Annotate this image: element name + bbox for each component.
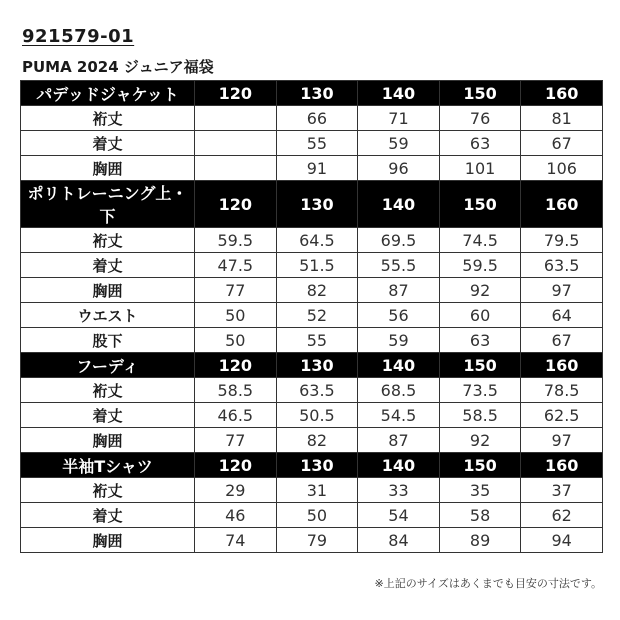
size-header: 130 (276, 81, 358, 106)
measurement-value: 50 (276, 503, 358, 528)
measurement-value: 78.5 (521, 378, 603, 403)
size-header: 160 (521, 81, 603, 106)
measurement-value: 55.5 (358, 253, 440, 278)
size-header: 140 (358, 81, 440, 106)
measurement-value: 58 (439, 503, 521, 528)
measurement-row (21, 528, 603, 553)
measurement-value: 92 (439, 428, 521, 453)
measurement-row (21, 428, 603, 453)
section-title: フーディ (21, 353, 195, 378)
size-header: 150 (439, 353, 521, 378)
measurement-value: 79.5 (521, 228, 603, 253)
measurement-value: 63.5 (276, 378, 358, 403)
measurement-value: 50.5 (276, 403, 358, 428)
measurement-value: 52 (276, 303, 358, 328)
measurement-value: 97 (521, 428, 603, 453)
measurement-value: 51.5 (276, 253, 358, 278)
measurement-value: 73.5 (439, 378, 521, 403)
footnote: ※上記のサイズはあくまでも目安の寸法です。 (374, 577, 602, 590)
measurement-row (21, 278, 603, 303)
measurement-value: 82 (276, 278, 358, 303)
section-title: 半袖Tシャツ (21, 453, 195, 478)
measurement-value: 54.5 (358, 403, 440, 428)
measurement-value: 96 (358, 156, 440, 181)
measurement-value: 33 (358, 478, 440, 503)
measurement-label: 裄丈 (21, 106, 195, 131)
measurement-label: 裄丈 (21, 378, 195, 403)
measurement-value: 81 (521, 106, 603, 131)
measurement-value: 64 (521, 303, 603, 328)
measurement-value: 58.5 (439, 403, 521, 428)
measurement-label: ウエスト (21, 303, 195, 328)
measurement-row (21, 106, 603, 131)
measurement-value: 29 (195, 478, 277, 503)
measurement-value: 74.5 (439, 228, 521, 253)
size-header: 120 (195, 81, 277, 106)
size-header: 150 (439, 181, 521, 228)
measurement-row (21, 228, 603, 253)
measurement-label: 股下 (21, 328, 195, 353)
measurement-value: 55 (276, 328, 358, 353)
size-header: 160 (521, 453, 603, 478)
measurement-value: 106 (521, 156, 603, 181)
measurement-value: 84 (358, 528, 440, 553)
measurement-value: 87 (358, 428, 440, 453)
measurement-value: 46.5 (195, 403, 277, 428)
measurement-value: 62.5 (521, 403, 603, 428)
measurement-value: 77 (195, 278, 277, 303)
measurement-value: 59.5 (195, 228, 277, 253)
measurement-row (21, 378, 603, 403)
measurement-value: 59.5 (439, 253, 521, 278)
measurement-value: 50 (195, 303, 277, 328)
measurement-value: 97 (521, 278, 603, 303)
measurement-value: 35 (439, 478, 521, 503)
measurement-value: 50 (195, 328, 277, 353)
measurement-value: 76 (439, 106, 521, 131)
measurement-label: 着丈 (21, 503, 195, 528)
measurement-value: 67 (521, 328, 603, 353)
measurement-label: 胸囲 (21, 278, 195, 303)
measurement-value: 91 (276, 156, 358, 181)
measurement-value: 89 (439, 528, 521, 553)
size-chart-table (20, 80, 603, 553)
measurement-row (21, 478, 603, 503)
measurement-value: 77 (195, 428, 277, 453)
section-title: ポリトレーニング上・下 (21, 181, 195, 228)
measurement-label: 裄丈 (21, 228, 195, 253)
measurement-row (21, 403, 603, 428)
measurement-value: 94 (521, 528, 603, 553)
measurement-value: 37 (521, 478, 603, 503)
size-header: 160 (521, 181, 603, 228)
size-header: 130 (276, 453, 358, 478)
size-header: 130 (276, 353, 358, 378)
measurement-value: 63 (439, 131, 521, 156)
size-header: 150 (439, 81, 521, 106)
measurement-value: 79 (276, 528, 358, 553)
measurement-label: 着丈 (21, 253, 195, 278)
section-header-row (21, 181, 603, 228)
measurement-row (21, 131, 603, 156)
size-header: 160 (521, 353, 603, 378)
measurement-row (21, 503, 603, 528)
measurement-value: 92 (439, 278, 521, 303)
measurement-value: 63 (439, 328, 521, 353)
measurement-value: 82 (276, 428, 358, 453)
size-header: 140 (358, 181, 440, 228)
measurement-row (21, 328, 603, 353)
measurement-row (21, 303, 603, 328)
size-header: 140 (358, 453, 440, 478)
measurement-value: 62 (521, 503, 603, 528)
measurement-value: 59 (358, 328, 440, 353)
measurement-value: 69.5 (358, 228, 440, 253)
measurement-value: 74 (195, 528, 277, 553)
measurement-row (21, 253, 603, 278)
size-header: 120 (195, 181, 277, 228)
size-header: 150 (439, 453, 521, 478)
measurement-label: 着丈 (21, 403, 195, 428)
measurement-label: 胸囲 (21, 528, 195, 553)
measurement-value: 59 (358, 131, 440, 156)
measurement-value: 67 (521, 131, 603, 156)
measurement-label: 着丈 (21, 131, 195, 156)
measurement-value: 63.5 (521, 253, 603, 278)
measurement-value: 56 (358, 303, 440, 328)
measurement-value: 64.5 (276, 228, 358, 253)
measurement-value: 58.5 (195, 378, 277, 403)
measurement-label: 胸囲 (21, 428, 195, 453)
section-header-row (21, 353, 603, 378)
section-header-row (21, 81, 603, 106)
measurement-value: 71 (358, 106, 440, 131)
measurement-label: 裄丈 (21, 478, 195, 503)
measurement-value: 54 (358, 503, 440, 528)
measurement-value: 55 (276, 131, 358, 156)
measurement-value: 60 (439, 303, 521, 328)
measurement-label: 胸囲 (21, 156, 195, 181)
measurement-value: 46 (195, 503, 277, 528)
product-subtitle: PUMA 2024 ジュニア福袋 (22, 58, 214, 76)
measurement-value (195, 156, 277, 181)
measurement-value: 87 (358, 278, 440, 303)
measurement-value: 101 (439, 156, 521, 181)
measurement-value (195, 106, 277, 131)
size-header: 120 (195, 353, 277, 378)
measurement-value: 31 (276, 478, 358, 503)
size-header: 130 (276, 181, 358, 228)
section-title: パデッドジャケット (21, 81, 195, 106)
section-header-row (21, 453, 603, 478)
size-header: 140 (358, 353, 440, 378)
measurement-value: 68.5 (358, 378, 440, 403)
measurement-value (195, 131, 277, 156)
size-header: 120 (195, 453, 277, 478)
measurement-row (21, 156, 603, 181)
product-code: 921579-01 (22, 26, 135, 47)
measurement-value: 66 (276, 106, 358, 131)
measurement-value: 47.5 (195, 253, 277, 278)
